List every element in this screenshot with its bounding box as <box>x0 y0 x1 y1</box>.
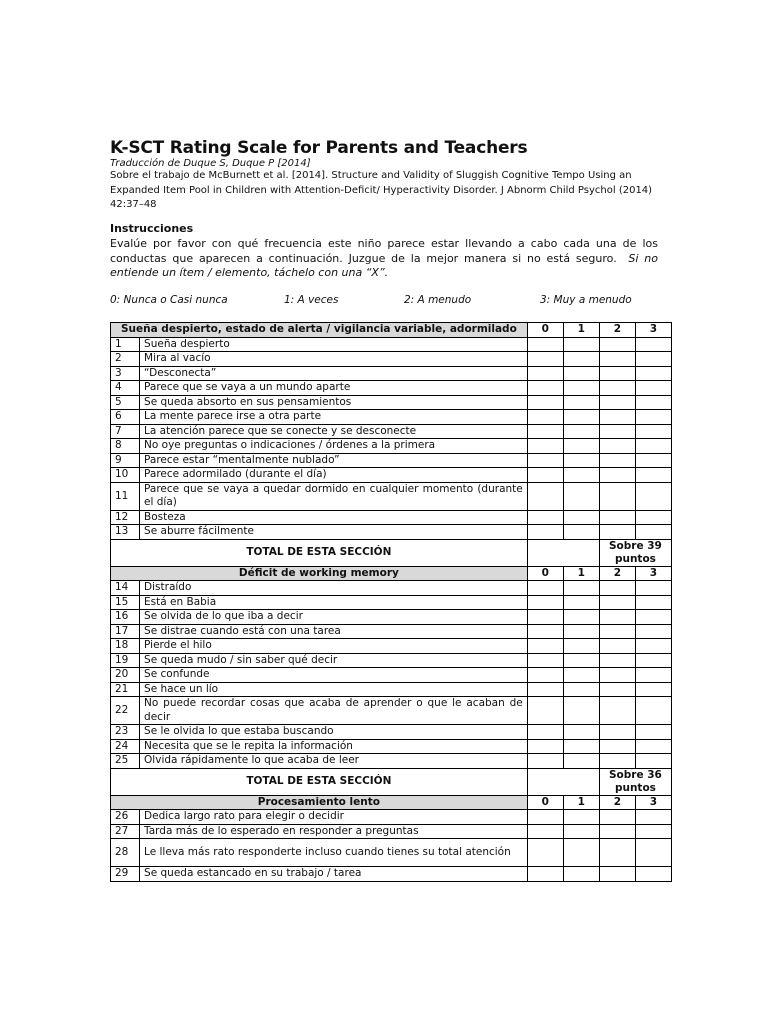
item-text: Se queda mudo / sin saber qué decir <box>140 653 528 668</box>
rating-cell-2[interactable] <box>599 653 635 668</box>
section-total-label: TOTAL DE ESTA SECCIÓN <box>111 768 528 795</box>
item-number: 14 <box>111 581 140 596</box>
section-total-points: Sobre 39 puntos <box>599 539 671 566</box>
rating-cell-2[interactable] <box>599 366 635 381</box>
item-text: Se queda absorto en sus pensamientos <box>140 395 528 410</box>
rating-cell-1[interactable] <box>563 639 599 654</box>
rating-cell-3[interactable] <box>635 410 671 425</box>
item-number: 4 <box>111 381 140 396</box>
rating-cell-0[interactable] <box>527 668 563 683</box>
item-row <box>111 810 672 825</box>
rating-cell-0[interactable] <box>527 510 563 525</box>
rating-cell-0[interactable] <box>527 810 563 825</box>
item-row <box>111 668 672 683</box>
rating-cell-2[interactable] <box>599 754 635 769</box>
rating-cell-2[interactable] <box>599 682 635 697</box>
rating-cell-3[interactable] <box>635 595 671 610</box>
rating-cell-2[interactable] <box>599 352 635 367</box>
item-row <box>111 653 672 668</box>
rating-cell-2[interactable] <box>599 439 635 454</box>
item-row <box>111 754 672 769</box>
item-row <box>111 697 672 725</box>
rating-cell-1[interactable] <box>563 653 599 668</box>
rating-cell-1[interactable] <box>563 624 599 639</box>
rating-cell-0[interactable] <box>527 739 563 754</box>
rating-cell-2[interactable] <box>599 595 635 610</box>
rating-cell-2[interactable] <box>599 482 635 510</box>
rating-cell-3[interactable] <box>635 824 671 839</box>
rating-cell-3[interactable] <box>635 439 671 454</box>
item-text: Está en Babia <box>140 595 528 610</box>
item-number: 20 <box>111 668 140 683</box>
item-number: 25 <box>111 754 140 769</box>
item-text: Se le olvida lo que estaba buscando <box>140 725 528 740</box>
rating-cell-3[interactable] <box>635 366 671 381</box>
rating-cell-1[interactable] <box>563 410 599 425</box>
item-row <box>111 725 672 740</box>
rating-cell-0[interactable] <box>527 581 563 596</box>
rating-cell-3[interactable] <box>635 482 671 510</box>
item-row <box>111 381 672 396</box>
section-total-field[interactable] <box>527 768 599 795</box>
rating-cell-0[interactable] <box>527 839 563 867</box>
rating-cell-2[interactable] <box>599 668 635 683</box>
rating-cell-1[interactable] <box>563 610 599 625</box>
rating-cell-3[interactable] <box>635 337 671 352</box>
item-number: 1 <box>111 337 140 352</box>
rating-cell-3[interactable] <box>635 610 671 625</box>
score-header-1: 1 <box>563 795 599 810</box>
item-row <box>111 610 672 625</box>
rating-cell-1[interactable] <box>563 510 599 525</box>
rating-cell-0[interactable] <box>527 424 563 439</box>
item-number: 23 <box>111 725 140 740</box>
rating-cell-0[interactable] <box>527 453 563 468</box>
item-row <box>111 867 672 882</box>
item-text: Sueña despierto <box>140 337 528 352</box>
item-number: 27 <box>111 824 140 839</box>
item-row <box>111 468 672 483</box>
rating-cell-1[interactable] <box>563 395 599 410</box>
section-title: Déficit de working memory <box>111 566 528 581</box>
rating-cell-2[interactable] <box>599 410 635 425</box>
section-total-field[interactable] <box>527 539 599 566</box>
rating-cell-3[interactable] <box>635 525 671 540</box>
rating-cell-2[interactable] <box>599 395 635 410</box>
rating-cell-3[interactable] <box>635 352 671 367</box>
item-text: Parece estar “mentalmente nublado” <box>140 453 528 468</box>
translation-credit: Traducción de Duque S, Duque P [2014] <box>110 158 311 169</box>
rating-cell-0[interactable] <box>527 682 563 697</box>
item-row <box>111 595 672 610</box>
rating-cell-0[interactable] <box>527 395 563 410</box>
rating-cell-1[interactable] <box>563 439 599 454</box>
item-number: 5 <box>111 395 140 410</box>
score-header-2: 2 <box>599 323 635 338</box>
rating-cell-1[interactable] <box>563 337 599 352</box>
section-title: Procesamiento lento <box>111 795 528 810</box>
rating-cell-2[interactable] <box>599 581 635 596</box>
rating-cell-1[interactable] <box>563 424 599 439</box>
item-number: 13 <box>111 525 140 540</box>
item-row <box>111 839 672 867</box>
item-text: Pierde el hilo <box>140 639 528 654</box>
score-header-0: 0 <box>527 323 563 338</box>
rating-cell-2[interactable] <box>599 867 635 882</box>
rating-cell-3[interactable] <box>635 682 671 697</box>
item-number: 11 <box>111 482 140 510</box>
rating-cell-3[interactable] <box>635 653 671 668</box>
rating-cell-0[interactable] <box>527 381 563 396</box>
rating-cell-3[interactable] <box>635 624 671 639</box>
item-number: 17 <box>111 624 140 639</box>
item-text: Se olvida de lo que iba a decir <box>140 610 528 625</box>
rating-cell-2[interactable] <box>599 510 635 525</box>
rating-cell-2[interactable] <box>599 824 635 839</box>
score-header-2: 2 <box>599 566 635 581</box>
item-row <box>111 639 672 654</box>
rating-cell-1[interactable] <box>563 739 599 754</box>
item-row <box>111 337 672 352</box>
rating-cell-0[interactable] <box>527 482 563 510</box>
item-row <box>111 482 672 510</box>
section-total-row <box>111 539 672 566</box>
item-row <box>111 525 672 540</box>
score-header-1: 1 <box>563 566 599 581</box>
rating-cell-1[interactable] <box>563 595 599 610</box>
instructions-title: Instrucciones <box>110 222 194 235</box>
item-number: 9 <box>111 453 140 468</box>
item-number: 2 <box>111 352 140 367</box>
item-number: 29 <box>111 867 140 882</box>
rating-cell-1[interactable] <box>563 839 599 867</box>
item-row <box>111 352 672 367</box>
rating-cell-3[interactable] <box>635 581 671 596</box>
document-title: K-SCT Rating Scale for Parents and Teachers <box>110 138 528 158</box>
rating-cell-2[interactable] <box>599 739 635 754</box>
rating-cell-1[interactable] <box>563 725 599 740</box>
item-row <box>111 410 672 425</box>
item-text: Se hace un lío <box>140 682 528 697</box>
item-number: 15 <box>111 595 140 610</box>
rating-cell-2[interactable] <box>599 697 635 725</box>
score-header-0: 0 <box>527 795 563 810</box>
rating-cell-1[interactable] <box>563 668 599 683</box>
item-number: 7 <box>111 424 140 439</box>
item-row <box>111 739 672 754</box>
rating-cell-0[interactable] <box>527 337 563 352</box>
rating-cell-3[interactable] <box>635 639 671 654</box>
rating-cell-0[interactable] <box>527 525 563 540</box>
section-total-label: TOTAL DE ESTA SECCIÓN <box>111 539 528 566</box>
item-text: Parece adormilado (durante el día) <box>140 468 528 483</box>
item-text: Parece que se vaya a un mundo aparte <box>140 381 528 396</box>
item-text: Se aburre fácilmente <box>140 525 528 540</box>
rating-cell-3[interactable] <box>635 754 671 769</box>
item-text: Se distrae cuando está con una tarea <box>140 624 528 639</box>
rating-cell-0[interactable] <box>527 725 563 740</box>
score-header-0: 0 <box>527 566 563 581</box>
section-title: Sueña despierto, estado de alerta / vigilancia variable, adormilado <box>111 323 528 338</box>
rating-cell-2[interactable] <box>599 639 635 654</box>
rating-cell-0[interactable] <box>527 410 563 425</box>
section-header-row <box>111 795 672 810</box>
item-number: 16 <box>111 610 140 625</box>
rating-cell-2[interactable] <box>599 525 635 540</box>
rating-cell-2[interactable] <box>599 337 635 352</box>
rating-cell-0[interactable] <box>527 352 563 367</box>
rating-cell-3[interactable] <box>635 468 671 483</box>
item-number: 12 <box>111 510 140 525</box>
rating-cell-1[interactable] <box>563 697 599 725</box>
rating-cell-1[interactable] <box>563 867 599 882</box>
rating-cell-0[interactable] <box>527 653 563 668</box>
instructions-body: Evalúe por favor con qué frecuencia este niño parece estar llevando a cabo cada una de los conductas que aparecen a continuación. Juzgue de la mejor manera si no está seguro. <box>110 237 658 265</box>
rating-cell-1[interactable] <box>563 810 599 825</box>
rating-cell-0[interactable] <box>527 439 563 454</box>
item-text: Se queda estancado en su trabajo / tarea <box>140 867 528 882</box>
item-row <box>111 581 672 596</box>
rating-cell-2[interactable] <box>599 624 635 639</box>
rating-cell-3[interactable] <box>635 739 671 754</box>
item-text: Tarda más de lo esperado en responder a preguntas <box>140 824 528 839</box>
item-text: La mente parece irse a otra parte <box>140 410 528 425</box>
item-number: 28 <box>111 839 140 867</box>
item-row <box>111 395 672 410</box>
rating-cell-2[interactable] <box>599 468 635 483</box>
item-number: 3 <box>111 366 140 381</box>
item-row <box>111 453 672 468</box>
rating-cell-0[interactable] <box>527 639 563 654</box>
score-header-3: 3 <box>635 323 671 338</box>
item-number: 26 <box>111 810 140 825</box>
item-text: “Desconecta” <box>140 366 528 381</box>
score-header-3: 3 <box>635 795 671 810</box>
rating-cell-1[interactable] <box>563 352 599 367</box>
rating-cell-0[interactable] <box>527 867 563 882</box>
rating-cell-1[interactable] <box>563 682 599 697</box>
scale-label-1: 1: A veces <box>284 294 339 306</box>
item-number: 10 <box>111 468 140 483</box>
rating-cell-1[interactable] <box>563 824 599 839</box>
rating-cell-0[interactable] <box>527 624 563 639</box>
rating-cell-2[interactable] <box>599 839 635 867</box>
rating-cell-2[interactable] <box>599 453 635 468</box>
item-number: 8 <box>111 439 140 454</box>
instructions-text <box>110 237 658 281</box>
rating-cell-3[interactable] <box>635 395 671 410</box>
rating-cell-3[interactable] <box>635 725 671 740</box>
item-row <box>111 510 672 525</box>
rating-cell-2[interactable] <box>599 381 635 396</box>
section-total-row <box>111 768 672 795</box>
rating-cell-3[interactable] <box>635 697 671 725</box>
rating-cell-2[interactable] <box>599 725 635 740</box>
rating-cell-3[interactable] <box>635 424 671 439</box>
rating-cell-2[interactable] <box>599 610 635 625</box>
item-text: Dedica largo rato para elegir o decidir <box>140 810 528 825</box>
score-header-3: 3 <box>635 566 671 581</box>
item-number: 22 <box>111 697 140 725</box>
item-text: Mira al vacío <box>140 352 528 367</box>
section-header-row <box>111 323 672 338</box>
source-reference: Sobre el trabajo de McBurnett et al. [2014]. Structure and Validity of Sluggish Cognitive Tempo Using an Expanded Item Pool in Children with Attention-Deficit/ Hyperactivity Disorder. J Abnorm Child Psychol (2014) 42:37–48 <box>110 170 653 210</box>
rating-cell-1[interactable] <box>563 468 599 483</box>
scale-label-2: 2: A menudo <box>404 294 472 306</box>
item-row <box>111 439 672 454</box>
item-text: Se confunde <box>140 668 528 683</box>
rating-cell-0[interactable] <box>527 468 563 483</box>
rating-cell-1[interactable] <box>563 482 599 510</box>
item-text: Le lleva más rato responderte incluso cuando tienes su total atención <box>140 839 528 867</box>
rating-cell-1[interactable] <box>563 525 599 540</box>
rating-cell-3[interactable] <box>635 668 671 683</box>
score-header-2: 2 <box>599 795 635 810</box>
rating-cell-1[interactable] <box>563 381 599 396</box>
rating-cell-3[interactable] <box>635 839 671 867</box>
rating-cell-0[interactable] <box>527 610 563 625</box>
rating-cell-0[interactable] <box>527 697 563 725</box>
item-number: 24 <box>111 739 140 754</box>
item-text: Distraído <box>140 581 528 596</box>
item-row <box>111 624 672 639</box>
rating-cell-2[interactable] <box>599 424 635 439</box>
item-number: 21 <box>111 682 140 697</box>
rating-cell-3[interactable] <box>635 510 671 525</box>
section-total-points: Sobre 36 puntos <box>599 768 671 795</box>
item-row <box>111 682 672 697</box>
section-header-row <box>111 566 672 581</box>
item-text: Bosteza <box>140 510 528 525</box>
item-text: La atención parece que se conecte y se desconecte <box>140 424 528 439</box>
rating-table <box>110 322 672 882</box>
scale-label-3: 3: Muy a menudo <box>540 294 632 306</box>
instructions-note: Si no entiende un ítem / elemento, táchelo con una “X”. <box>110 251 658 279</box>
item-number: 19 <box>111 653 140 668</box>
rating-cell-3[interactable] <box>635 453 671 468</box>
item-text: No puede recordar cosas que acaba de aprender o que le acaban de decir <box>140 697 528 725</box>
rating-cell-3[interactable] <box>635 867 671 882</box>
rating-cell-0[interactable] <box>527 595 563 610</box>
rating-cell-1[interactable] <box>563 581 599 596</box>
item-row <box>111 424 672 439</box>
item-number: 6 <box>111 410 140 425</box>
rating-cell-0[interactable] <box>527 366 563 381</box>
rating-cell-2[interactable] <box>599 810 635 825</box>
item-row <box>111 824 672 839</box>
rating-cell-0[interactable] <box>527 824 563 839</box>
rating-cell-0[interactable] <box>527 754 563 769</box>
item-text: Necesita que se le repita la información <box>140 739 528 754</box>
rating-cell-1[interactable] <box>563 366 599 381</box>
scale-label-0: 0: Nunca o Casi nunca <box>110 294 228 306</box>
score-header-1: 1 <box>563 323 599 338</box>
item-number: 18 <box>111 639 140 654</box>
rating-cell-1[interactable] <box>563 453 599 468</box>
item-text: Olvida rápidamente lo que acaba de leer <box>140 754 528 769</box>
item-text: Parece que se vaya a quedar dormido en cualquier momento (durante el día) <box>140 482 528 510</box>
rating-cell-3[interactable] <box>635 810 671 825</box>
rating-cell-3[interactable] <box>635 381 671 396</box>
item-row <box>111 366 672 381</box>
item-text: No oye preguntas o indicaciones / órdenes a la primera <box>140 439 528 454</box>
rating-cell-1[interactable] <box>563 754 599 769</box>
